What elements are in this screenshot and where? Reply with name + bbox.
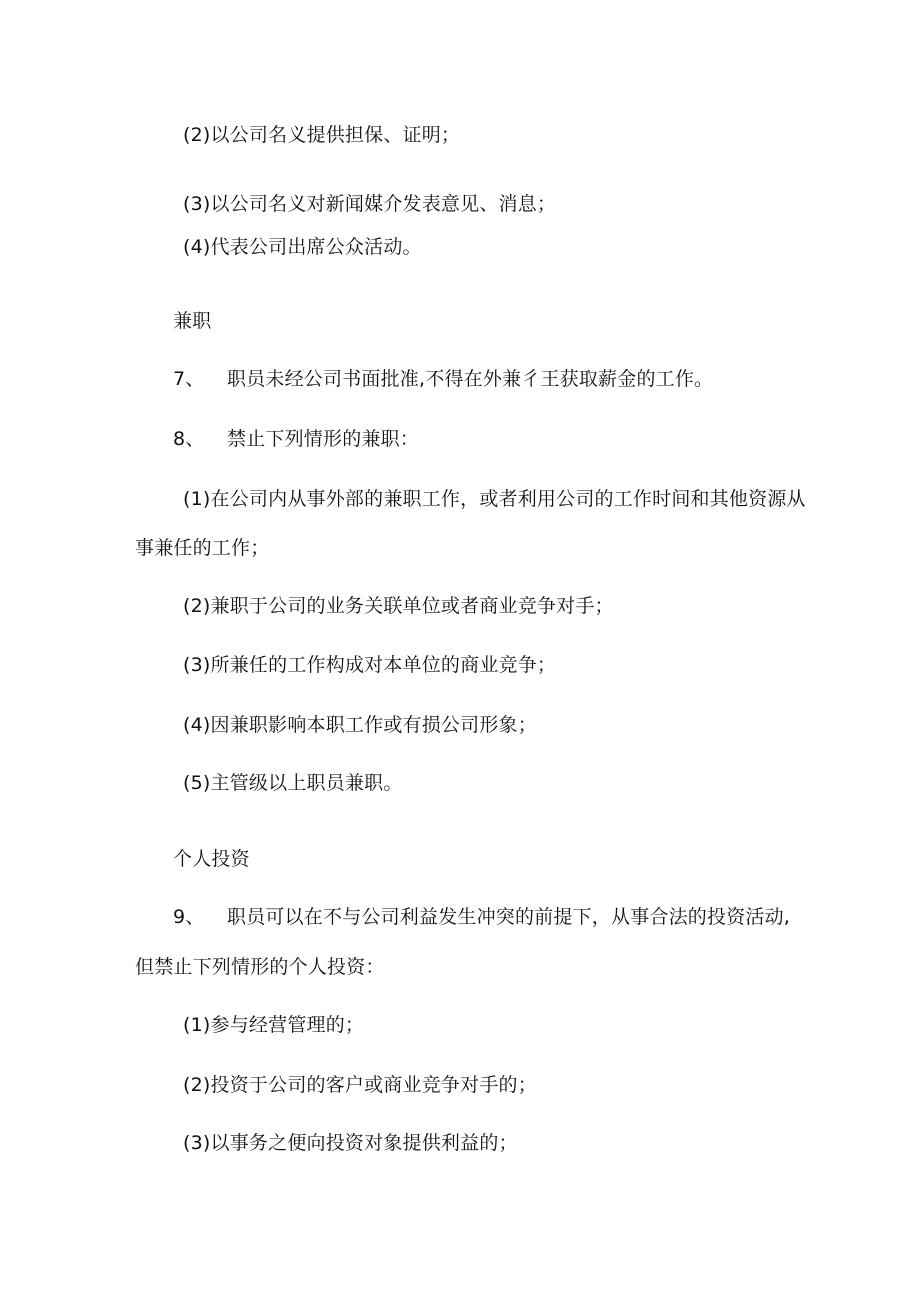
list-item: (3)以事务之便向投资对象提供利益的； — [183, 1132, 518, 1154]
numbered-paragraph — [173, 367, 713, 391]
list-item: (4)因兼职影响本职工作或有损公司形象； — [183, 714, 537, 736]
list-item: (2)兼职于公司的业务关联单位或者商业竞争对手； — [183, 595, 614, 617]
paragraph-number: 8、 — [173, 428, 205, 450]
paragraph-continuation: 但禁止下列情形的个人投资： — [135, 956, 385, 978]
list-item: (4)代表公司出席公众活动。 — [183, 236, 422, 258]
list-item: (2)投资于公司的客户或商业竞争对手的； — [183, 1074, 537, 1096]
paragraph-number: 7、 — [173, 368, 205, 390]
paragraph-text: 禁止下列情形的兼职： — [227, 428, 420, 450]
list-item: (5)主管级以上职员兼职。 — [183, 772, 403, 794]
list-item: (3)以公司名义对新闻媒介发表意见、消息； — [183, 193, 557, 215]
list-item: (3)所兼任的工作构成对本单位的商业竞争； — [183, 654, 557, 676]
numbered-paragraph — [173, 905, 790, 929]
list-item-continuation: 事兼任的工作； — [135, 537, 270, 559]
list-item: (1)在公司内从事外部的兼职工作，或者利用公司的工作时间和其他资源从 — [183, 488, 806, 510]
section-heading: 兼职 — [173, 310, 212, 332]
paragraph-text: 职员可以在不与公司利益发生冲突的前提下，从事合法的投资活动, — [227, 906, 791, 928]
paragraph-text: 职员未经公司书面批准,不得在外兼彳王获取薪金的工作。 — [227, 368, 714, 390]
numbered-paragraph — [173, 427, 419, 451]
list-item: (2)以公司名义提供担保、证明； — [183, 124, 461, 146]
section-heading: 个人投资 — [173, 848, 250, 870]
list-item: (1)参与经营管理的； — [183, 1014, 365, 1036]
paragraph-number: 9、 — [173, 906, 205, 928]
